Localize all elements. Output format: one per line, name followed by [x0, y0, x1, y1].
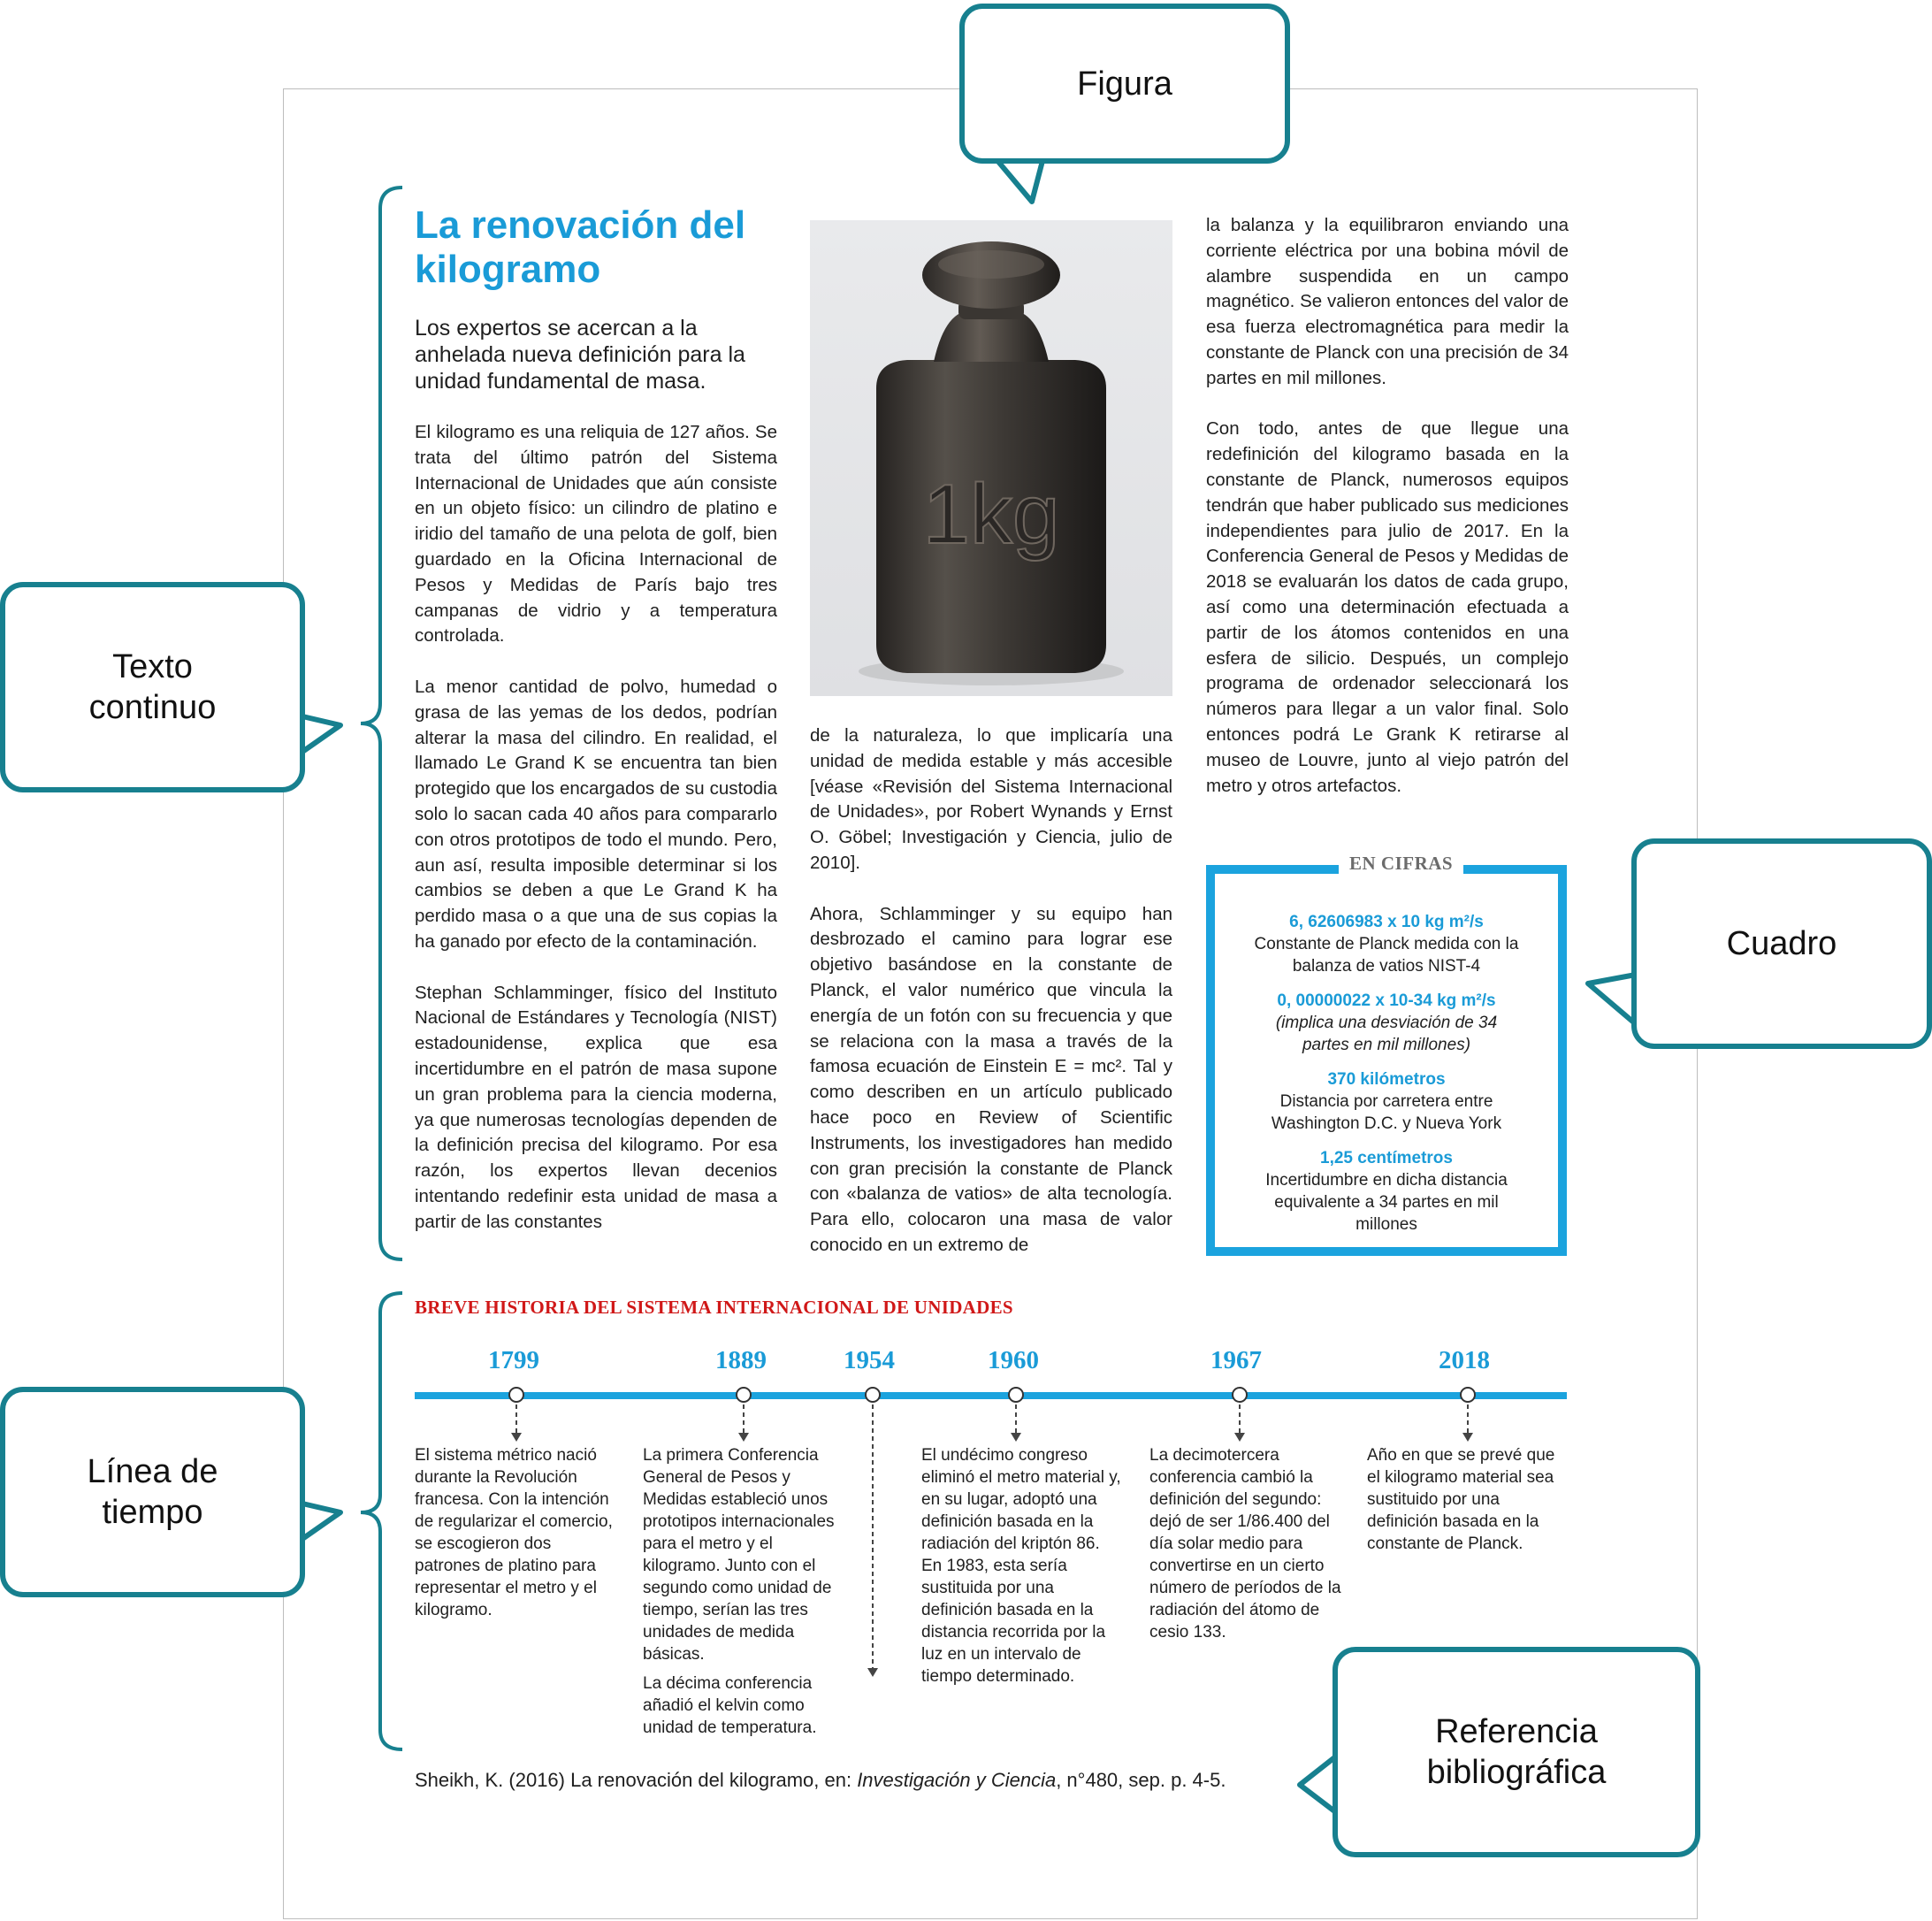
- paragraph: Con todo, antes de que llegue una redefinición del kilogramo basada en la constante de Planck, numerosos equipos tendrán que haber publicado sus mediciones independientes para julio de 2017. En la Conferencia General de Pesos y Medidas de 2018 se evaluarán los datos de cada grupo, así como una determinación efectuada a partir de los átomos contenidos en una esfera de silicio. Después, un complejo programa de ordenador seleccionará los números para llegar a un valor final. Solo entonces podrá Le Grank K retirarse al museo de Louvre, junto al viejo patrón del metro y otros artefactos.: [1206, 418, 1569, 796]
- weight-label: 1kg: [922, 467, 1060, 562]
- article-title: La renovación del kilogramo: [415, 203, 746, 291]
- facts-box-title: EN CIFRAS: [1339, 853, 1463, 875]
- timeline-text: El sistema métrico nació durante la Revolución francesa. Con la intención de regularizar el comercio, se escogieron dos patrones de platino para representar el metro y el kilogramo.: [415, 1446, 613, 1619]
- year-label: 1799: [488, 1346, 539, 1374]
- fact-value: 370 kilómetros: [1327, 1070, 1446, 1089]
- year-label: 1960: [988, 1346, 1039, 1374]
- reference-text: , n°480, sep. p. 4-5.: [1056, 1769, 1226, 1791]
- paragraph: Ahora, Schlamminger y su equipo han desbrozado el camino para lograr ese objetivo basándose en la constante de Planck, el valor numérico que vincula la energía de un fotón con su frecuencia y que se relaciona con la masa a través de la famosa ecuación de Einstein E = mc². Tal y como describen en un artículo publicado hace poco en Review of Scientific Instruments, los investigadores han medido con gran precisión la constante de Planck con «balanza de vatios» de alta tecnología. Para ello, colocaron una masa de valor conocido en un extremo de: [810, 903, 1172, 1255]
- fact-description: (implica una desviación de 34 partes en mil millones): [1275, 1014, 1498, 1054]
- timeline-title: BREVE HISTORIA DEL SISTEMA INTERNACIONAL DE UNIDADES: [415, 1297, 1013, 1318]
- paragraph: El kilogramo es una reliquia de 127 años. Se trata del último patrón del Sistema Internacional de Unidades que aún consiste en un objeto físico: un cilindro de platino e iridio del tamaño de una pelota de golf, bien guardado en la Oficina Internacional de Pesos y Medidas de París bajo tres campanas de vidrio y a temperatura controlada.: [415, 422, 777, 647]
- timeline-text: La primera Conferencia General de Pesos y Medidas estableció unos prototipos internacionales para el metro y el kilogramo. Junto con el segundo como unidad de tiempo, serían las tres unidades de medida básicas.: [643, 1446, 835, 1664]
- paragraph: la balanza y la equilibraron enviando una corriente eléctrica por una bobina móvil de alambre suspendida en un campo magnético. Se valieron entonces del valor de esa fuerza electromagnética para medir la constante de Planck con una precisión de 34 partes en mil millones.: [1206, 215, 1569, 388]
- fact-description: Constante de Planck medida con la balanza de vatios NIST-4: [1254, 935, 1519, 976]
- callout-referencia-bibliografica: Referencia bibliográfica: [1333, 1647, 1700, 1857]
- year-label: 2018: [1439, 1346, 1490, 1374]
- timeline-text: La decimotercera conferencia cambió la definición del segundo: dejó de ser 1/86.400 del día solar medio para convertirse en un cierto número de períodos de la radiación del átomo de cesio 133.: [1149, 1446, 1341, 1642]
- paragraph: de la naturaleza, lo que implicaría una unidad de medida estable y más accesible [véase «Revisión del Sistema Internacional de Unidades», por Robert Wynands y Ernst O. Göbel; Investigación y Ciencia, julio de 2010].: [810, 725, 1172, 873]
- callout-figura: Figura: [959, 4, 1290, 164]
- callout-texto-continuo: Texto continuo: [0, 582, 305, 792]
- fact-value: 6, 62606983 x 10 kg m²/s: [1289, 913, 1484, 931]
- timeline-text: El undécimo congreso eliminó el metro material y, en su lugar, adoptó una definición basada en la radiación del kriptón 86. En 1983, esta sería sustituida por una definición basada en la distancia recorrida por la luz en un intervalo de tiempo determinado.: [921, 1446, 1121, 1686]
- timeline-text: Año en que se prevé que el kilogramo material sea sustituido por una definición basada en la constante de Planck.: [1367, 1446, 1555, 1553]
- year-label: 1954: [844, 1346, 895, 1374]
- fact-description: Incertidumbre en dicha distancia equivalente a 34 partes en mil millones: [1265, 1171, 1508, 1234]
- reference-text: Sheikh, K. (2016) La renovación del kilogramo, en:: [415, 1769, 858, 1791]
- fact-value: 0, 00000022 x 10-34 kg m²/s: [1277, 991, 1496, 1010]
- article-subtitle: Los expertos se acercan a la anhelada nueva definición para la unidad fundamental de masa.: [415, 316, 745, 394]
- timeline-text: La décima conferencia añadió el kelvin como unidad de temperatura.: [643, 1674, 817, 1737]
- fact-description: Distancia por carretera entre Washington D.C. y Nueva York: [1271, 1092, 1502, 1133]
- paragraph: Stephan Schlamminger, físico del Instituto Nacional de Estándares y Tecnología (NIST) estadounidense, explica que esa incertidumbre en el patrón de masa supone un gran problema para la ciencia moderna, ya que numerosas tecnologías dependen de la definición precisa del kilogramo. Por esa razón, los expertos llevan decenios intentando redefinir esta unidad de masa a partir de las constantes: [415, 982, 777, 1232]
- reference-journal: Investigación y Ciencia: [857, 1769, 1057, 1791]
- fact-value: 1,25 centímetros: [1320, 1149, 1453, 1167]
- year-label: 1889: [715, 1346, 767, 1374]
- callout-cuadro: Cuadro: [1631, 838, 1932, 1049]
- callout-linea-de-tiempo: Línea de tiempo: [0, 1387, 305, 1597]
- paragraph: La menor cantidad de polvo, humedad o grasa de las yemas de los dedos, podrían alterar la masa del cilindro. En realidad, el llamado Le Grand K se encuentra tan bien protegido que los encargados de su custodia solo lo sacan cada 40 años para compararlo con otros prototipos de todo el mundo. Pero, aun así, resulta imposible determinar si los cambios se deben a que Le Grand K ha perdido masa o a que una de sus copias la ha ganado por efecto de la contaminación.: [415, 676, 777, 952]
- year-label: 1967: [1210, 1346, 1262, 1374]
